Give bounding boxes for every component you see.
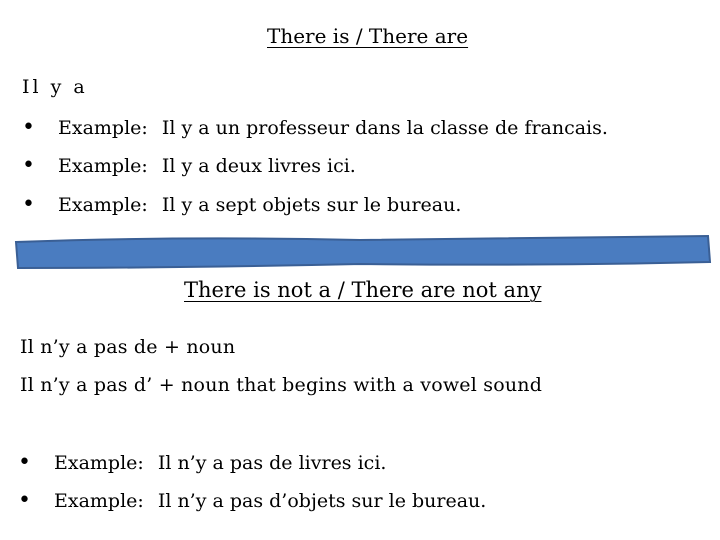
bullet-icon: • [22,115,35,140]
list-item [18,490,486,512]
rule-text: Il n’y a pas d’ + noun that begins with a vowel sound [20,374,543,396]
bullet-icon: • [18,488,31,513]
bullet-icon: • [22,153,35,178]
example-text: Il y a un professeur dans la classe de francais. [161,117,608,139]
example-label: Example: [58,194,148,216]
example-label: Example: [54,490,144,512]
section1-title: There is / There are [267,24,469,48]
section1-phrase: Il y a [22,76,88,98]
example-text: Il n’y a pas de livres ici. [157,452,387,474]
section2-title: There is not a / There are not any [184,278,542,302]
example-label: Example: [58,117,148,139]
example-label: Example: [54,452,144,474]
rule-text: Il n’y a pas de + noun [20,336,236,358]
example-text: Il n’y a pas d’objets sur le bureau. [157,490,487,512]
example-text: Il y a sept objets sur le bureau. [161,194,462,216]
example-label: Example: [58,155,148,177]
bullet-icon: • [18,450,31,475]
example-text: Il y a deux livres ici. [161,155,356,177]
list-item [18,452,386,474]
bullet-icon: • [22,192,35,217]
